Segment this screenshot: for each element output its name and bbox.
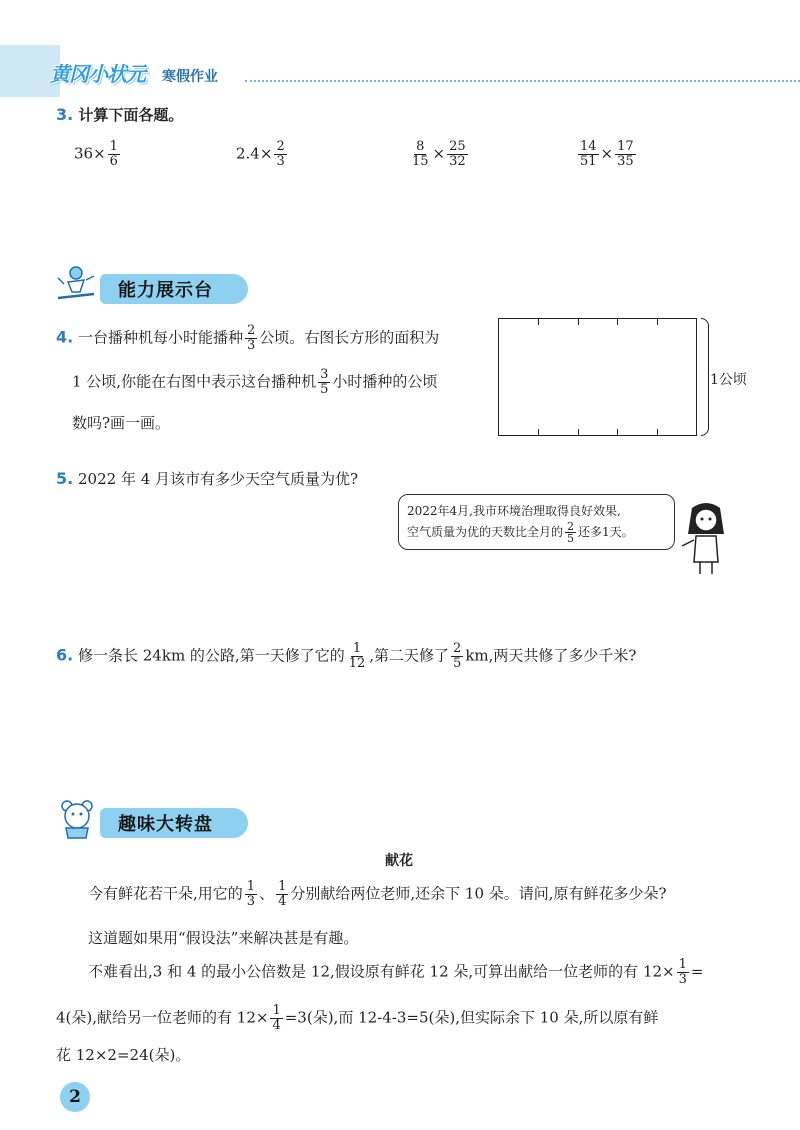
fraction: $\frac{3}{5}$ [320, 367, 329, 397]
bubble-line-2: 空气质量为优的天数比全月的 $\frac{2}{5}$ 还多1天。 [407, 520, 634, 545]
tick [538, 429, 539, 435]
fraction: $\frac{17}{35}$ [617, 139, 634, 169]
header-dotted-rule [245, 80, 800, 82]
tick [578, 319, 579, 325]
fraction: $\frac{1}{3}$ [678, 957, 687, 987]
tick [538, 319, 539, 325]
q3-heading [56, 104, 183, 125]
q3-number: 3. [56, 105, 74, 124]
story-paragraph-3-cont: 4(朵),献给另一位老师的有 12× $\frac{1}{4}$ =3(朵),而 12-4-3=5(朵),但实际余下 10 朵,所以原有鲜 [56, 1003, 659, 1033]
q5-number: 5. [56, 469, 74, 488]
fraction: $\frac{2}{3}$ [247, 323, 256, 353]
tick [578, 429, 579, 435]
bubble-line-1: 2022年4月,我市环境治理取得良好效果, [407, 504, 621, 518]
story-paragraph-3-end: 花 12×2=24(朵)。 [56, 1046, 191, 1064]
tick [617, 429, 618, 435]
fraction: $\frac{2}{5}$ [567, 520, 575, 545]
story-title: 献花 [385, 853, 413, 869]
girl-illustration-icon [674, 500, 738, 580]
story-paragraph-3: 不难看出,3 和 4 的最小公倍数是 12,假设原有鲜花 12 朵,可算出献给一位老师的有 12× $\frac{1}{3}$ = [88, 957, 704, 987]
q3-item-3: $\frac{8}{15}$ × $\frac{25}{32}$ [412, 139, 466, 169]
q3-item-2-left: 2.4× [236, 144, 273, 163]
fraction: $\frac{8}{15}$ [412, 139, 429, 169]
q4-line-1: 4. 一台播种机每小时能播种 $\frac{2}{3}$ 公顷。右图长方形的面积为 [56, 323, 440, 353]
skier-mascot-icon [54, 264, 98, 308]
area-rectangle[interactable] [498, 318, 697, 436]
q3-item-1-left: 36× [74, 144, 106, 163]
fraction: $\frac{14}{51}$ [580, 139, 597, 169]
fraction: $\frac{1}{3}$ [246, 879, 256, 909]
header-subtitle: 寒假作业 [162, 69, 218, 85]
speech-bubble [398, 494, 675, 550]
q3-item-2 [236, 140, 289, 169]
section-banner-ability: 能力展示台 [100, 274, 248, 304]
q6-line: 6. 修一条长 24km 的公路,第一天修了它的 $\frac{1}{12}$ ,第二天修了 $\frac{2}{5}$ km,两天共修了多少千米? [56, 641, 637, 671]
q4-line-2: 1 公顷,你能在右图中表示这台播种机 $\frac{3}{5}$ 小时播种的公顷 [72, 367, 438, 397]
tick [657, 319, 658, 325]
page-number: 2 [60, 1082, 90, 1112]
fraction: $\frac{1}{4}$ [272, 1003, 281, 1033]
q3-title: 计算下面各题。 [78, 106, 184, 124]
fraction: $\frac{2}{5}$ [453, 641, 462, 671]
q3-item-1 [74, 140, 122, 169]
story-paragraph-1: 今有鲜花若干朵,用它的 $\frac{1}{3}$ 、 $\frac{1}{4}$ 分别献给两位老师,还余下 10 朵。请问,原有鲜花多少朵? [88, 879, 667, 909]
q5-line: 5. 2022 年 4 月该市有多少天空气质量为优? [56, 469, 359, 488]
header-logo: 黄冈小状元 [50, 62, 145, 86]
bear-mascot-icon [56, 798, 98, 844]
brace-label: 1公顷 [710, 372, 747, 388]
fraction: $\frac{25}{32}$ [449, 139, 466, 169]
section-banner-fun: 趣味大转盘 [100, 808, 248, 838]
q3-item-4: $\frac{14}{51}$ × $\frac{17}{35}$ [580, 139, 634, 169]
story-paragraph-2: 这道题如果用“假设法”来解决甚是有趣。 [88, 929, 359, 947]
q6-number: 6. [56, 645, 74, 665]
tick [617, 319, 618, 325]
right-brace [701, 318, 709, 436]
fraction: $\frac{2}{3}$ [276, 139, 285, 169]
q4-number: 4. [56, 327, 74, 347]
q4-line-3: 数吗?画一画。 [72, 414, 171, 432]
fraction: $\frac{1}{6}$ [109, 139, 118, 169]
fraction: $\frac{1}{12}$ [348, 641, 366, 671]
fraction: $\frac{1}{4}$ [278, 879, 287, 909]
tick [657, 429, 658, 435]
